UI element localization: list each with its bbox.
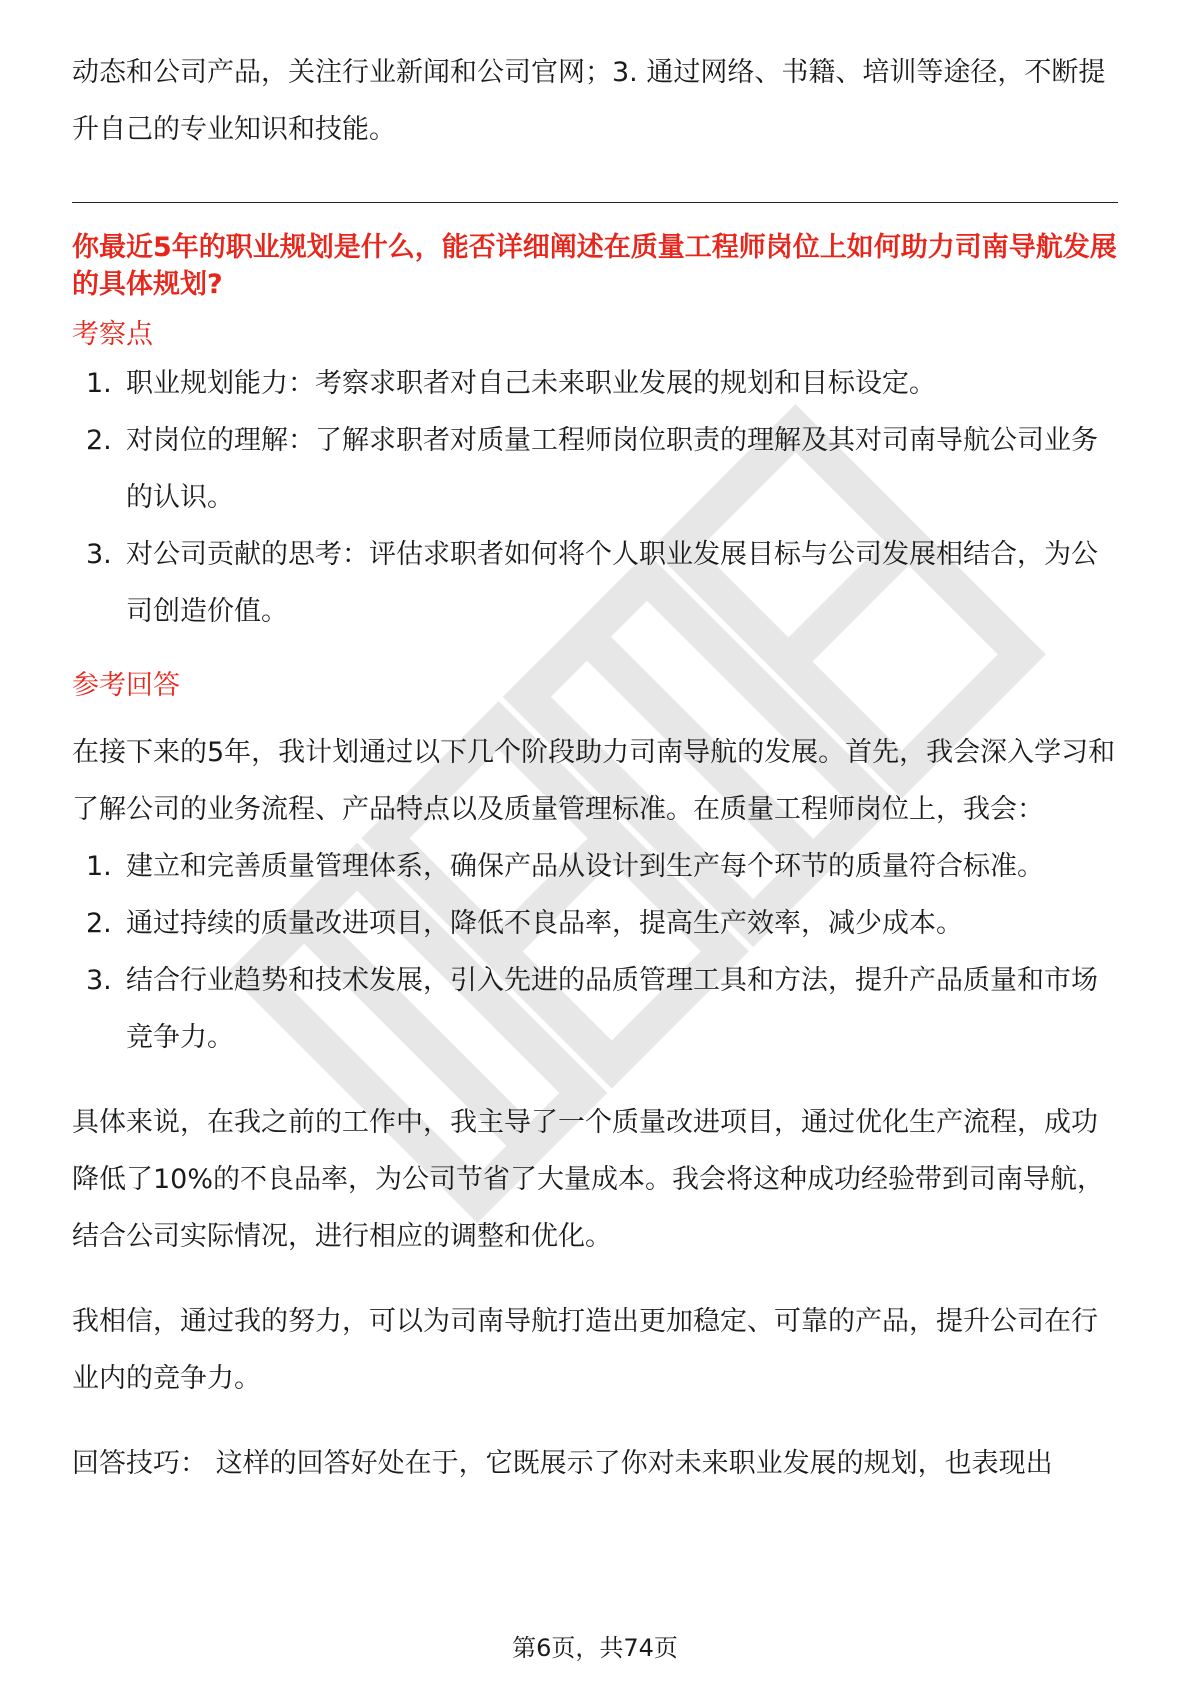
answer-paragraph-conclusion: 我相信，通过我的努力，可以为司南导航打造出更加稳定、可靠的产品，提升公司在行业内的竞争力。 [72, 1306, 1098, 1394]
section-divider [72, 202, 1118, 203]
list-item-number: 2. [86, 908, 112, 939]
list-item-text: 建立和完善质量管理体系，确保产品从设计到生产每个环节的质量符合标准。 [126, 851, 1044, 882]
list-item [72, 952, 1118, 1066]
document-page [72, 0, 1118, 1492]
intro-paragraph: 动态和公司产品，关注行业新闻和公司官网；3. 通过网络、书籍、培训等途径，不断提升自己的专业知识和技能。 [72, 57, 1106, 145]
list-item-number: 2. [86, 425, 112, 456]
list-item [72, 526, 1118, 640]
page-number-footer: 第6页，共74页 [512, 1634, 678, 1662]
answer-tips-paragraph: 回答技巧： 这样的回答好处在于，它既展示了你对未来职业发展的规划，也表现出 [72, 1448, 1053, 1479]
list-item-text: 结合行业趋势和技术发展，引入先进的品质管理工具和方法，提升产品质量和市场竞争力。 [126, 965, 1098, 1053]
question-heading: 你最近5年的职业规划是什么，能否详细阐述在质量工程师岗位上如何助力司南导航发展的具体规划? [72, 232, 1117, 300]
answer-paragraph-experience: 具体来说，在我之前的工作中，我主导了一个质量改进项目，通过优化生产流程，成功降低了10%的不良品率，为公司节省了大量成本。我会将这种成功经验带到司南导航，结合公司实际情况，进行相应的调整和优化。 [72, 1107, 1105, 1252]
assessment-title: 考察点 [72, 319, 153, 350]
answer-intro-paragraph: 在接下来的5年，我计划通过以下几个阶段助力司南导航的发展。首先，我会深入学习和了解公司的业务流程、产品特点以及质量管理标准。在质量工程师岗位上，我会： [72, 737, 1116, 825]
list-item-text: 对公司贡献的思考：评估求职者如何将个人职业发展目标与公司发展相结合，为公司创造价值。 [126, 539, 1098, 627]
list-item [72, 838, 1118, 895]
answer-title: 参考回答 [72, 670, 180, 701]
list-item-number: 3. [86, 539, 112, 570]
list-item [72, 412, 1118, 526]
list-item [72, 895, 1118, 952]
answer-list [72, 838, 1118, 1066]
list-item-number: 1. [86, 368, 112, 399]
list-item-number: 3. [86, 965, 112, 996]
list-item-text: 通过持续的质量改进项目，降低不良品率，提高生产效率，减少成本。 [126, 908, 963, 939]
list-item-text: 对岗位的理解：了解求职者对质量工程师岗位职责的理解及其对司南导航公司业务的认识。 [126, 425, 1098, 513]
assessment-list [72, 355, 1118, 640]
list-item [72, 355, 1118, 412]
list-item-text: 职业规划能力：考察求职者对自己未来职业发展的规划和目标设定。 [126, 368, 936, 399]
list-item-number: 1. [86, 851, 112, 882]
